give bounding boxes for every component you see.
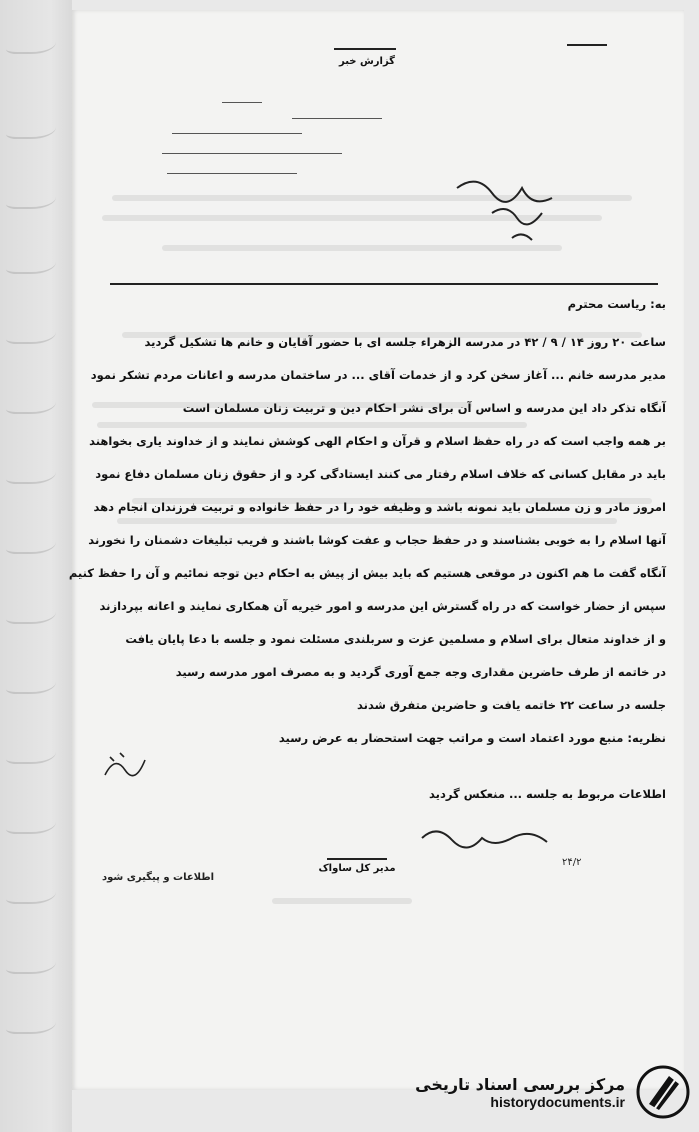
header-rule xyxy=(334,48,396,50)
separator-line xyxy=(110,283,658,285)
bleed-through xyxy=(97,422,527,428)
header-title: گزارش خبر xyxy=(338,56,395,67)
watermark-url: historydocuments.ir xyxy=(490,1093,625,1110)
body-line: جلسه در ساعت ۲۲ خاتمه یافت و حاضرین متفرق شدند xyxy=(356,698,666,712)
body-line: مدیر مدرسه خانم ... آغاز سخن کرد و از خدمات آقای ... در ساختمان مدرسه و اعانات مردم تشکر نمود xyxy=(90,368,666,382)
body-line: آنها اسلام را به خوبی بشناسند و در حفظ حجاب و عفت کوشا باشند و فریب تبلیغات دشمنان را نخورند xyxy=(88,533,666,547)
handwritten-annotation xyxy=(452,168,562,258)
watermark xyxy=(401,1060,691,1124)
header-field xyxy=(162,153,342,154)
header-mark xyxy=(567,44,607,46)
binding-strip xyxy=(0,0,72,1132)
bleed-through xyxy=(117,518,617,524)
header-field xyxy=(222,102,262,103)
document-sheet xyxy=(68,10,684,1090)
bottom-note: اطلاعات و پیگیری شود xyxy=(102,872,215,883)
body-line: در خاتمه از طرف حاضرین مقداری وجه جمع آوری گردید و به مصرف امور مدرسه رسید xyxy=(175,665,666,679)
archive-logo-icon xyxy=(635,1064,691,1120)
header-field xyxy=(172,133,302,134)
signature-rule xyxy=(327,858,387,860)
closing-line: اطلاعات مربوط به جلسه ... منعکس گردید xyxy=(428,787,666,801)
body-line: نظریه: منبع مورد اعتماد است و مراتب جهت استحضار به عرض رسید xyxy=(278,731,666,745)
body-line: آنگاه گفت ما هم اکنون در موقعی هستیم که باید بیش از پیش به احکام دین توجه نمائیم و آن را حفظ کنیم xyxy=(68,566,666,580)
header-field xyxy=(292,118,382,119)
body-line: آنگاه تذکر داد این مدرسه و اساس آن برای نشر احکام دین و تربیت زنان مسلمان است xyxy=(182,401,666,415)
handwritten-annotation xyxy=(100,745,160,785)
body-line: و از خداوند متعال برای اسلام و مسلمین عزت و سربلندی مسئلت نمود و جلسه با دعا پایان یافت xyxy=(125,632,666,646)
body-line: سپس از حضار خواست که در راه گسترش این مدرسه و امور خیریه آن همکاری نمایند و اعانه بپردازند xyxy=(99,599,666,613)
watermark-title: مرکز بررسی اسناد تاریخی xyxy=(415,1074,625,1094)
body-line: امروز مادر و زن مسلمان باید نمونه باشد و وظیفه خود را در حفظ خانواده و تربیت فرزندان انجام دهد xyxy=(93,500,666,514)
reference-number: ۲۴/۲ xyxy=(562,857,582,868)
bleed-through xyxy=(272,898,412,904)
body-line: ساعت ۲۰ روز ۱۴ / ۹ / ۴۲ در مدرسه الزهراء جلسه ای با حضور آقایان و خانم ها تشکیل گردید xyxy=(144,335,666,349)
signature-label: مدیر کل ساواک xyxy=(318,863,396,874)
body-line: باید در مقابل کسانی که خلاف اسلام رفتار می کنند ایستادگی کرد و از حقوق زنان مسلمان دفاع نمود xyxy=(95,467,666,481)
body-line: بر همه واجب است که در راه حفظ اسلام و قرآن و احکام الهی کوشش نمایند و از خداوند یاری بخواهند xyxy=(89,434,666,448)
signature-scrawl xyxy=(417,818,567,852)
salutation: به: ریاست محترم xyxy=(567,297,666,311)
header-field xyxy=(167,173,297,174)
